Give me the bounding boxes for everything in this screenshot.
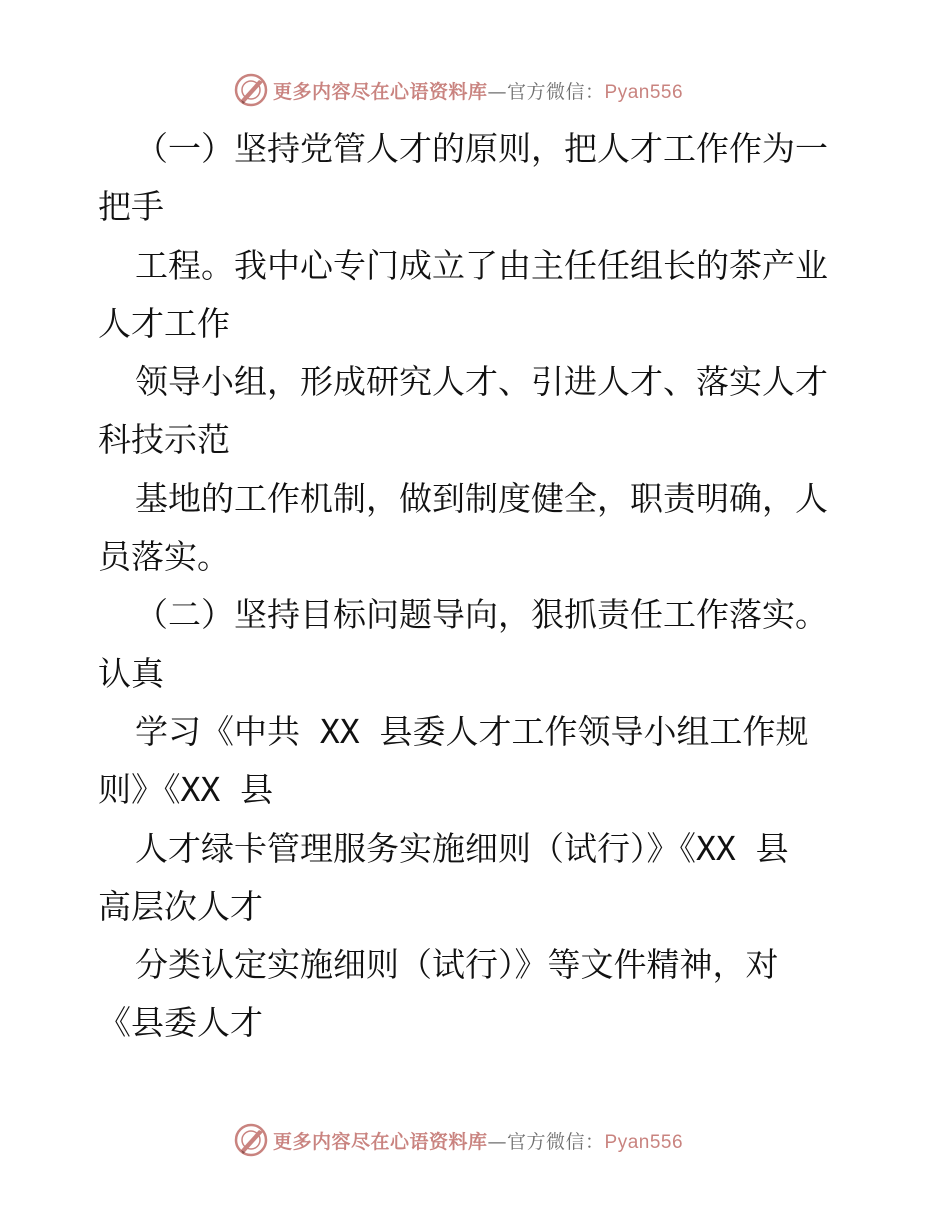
text-line: 员落实。 — [98, 537, 230, 577]
text-line: 则》《XX 县 — [98, 770, 274, 810]
watermark-text — [273, 77, 683, 104]
watermark-text — [273, 1127, 683, 1154]
watermark-wechat-id: Pyan556 — [604, 1131, 684, 1153]
watermark-dash: — — [487, 1130, 508, 1153]
text-line: 认真 — [98, 653, 164, 693]
watermark-wechat-id: Pyan556 — [604, 81, 684, 103]
text-line: 工程。我中心专门成立了由主任任组长的茶产业 — [135, 245, 828, 285]
watermark-wechat-label: 官方微信： — [507, 80, 605, 103]
watermark-main-text: 更多内容尽在心语资料库 — [273, 1130, 488, 1153]
document-body — [98, 120, 858, 1053]
watermark-wechat-label: 官方微信： — [507, 1130, 605, 1153]
text-line: 分类认定实施细则（试行）》等文件精神，对 — [135, 945, 779, 985]
text-line: （二）坚持目标问题导向，狠抓责任工作落实。 — [135, 595, 828, 635]
text-line: 科技示范 — [98, 420, 230, 460]
text-line: 人才绿卡管理服务实施细则（试行）》《XX 县 — [135, 828, 789, 868]
text-line: 高层次人才 — [98, 886, 263, 926]
text-line: 基地的工作机制，做到制度健全，职责明确，人 — [135, 478, 828, 518]
pen-logo-icon — [233, 1122, 269, 1158]
text-line: 人才工作 — [98, 303, 230, 343]
text-line: 学习《中共 XX 县委人才工作领导小组工作规 — [135, 711, 809, 751]
watermark-header — [233, 70, 683, 110]
pen-logo-icon — [233, 72, 269, 108]
text-line: （一）坚持党管人才的原则，把人才工作作为一 — [135, 129, 828, 168]
watermark-dash: — — [487, 80, 508, 103]
text-line: 把手 — [98, 187, 164, 227]
text-line: 领导小组，形成研究人才、引进人才、落实人才 — [135, 362, 828, 402]
text-line: 《县委人才 — [98, 1003, 263, 1043]
watermark-footer — [233, 1120, 683, 1160]
watermark-main-text: 更多内容尽在心语资料库 — [273, 80, 488, 103]
